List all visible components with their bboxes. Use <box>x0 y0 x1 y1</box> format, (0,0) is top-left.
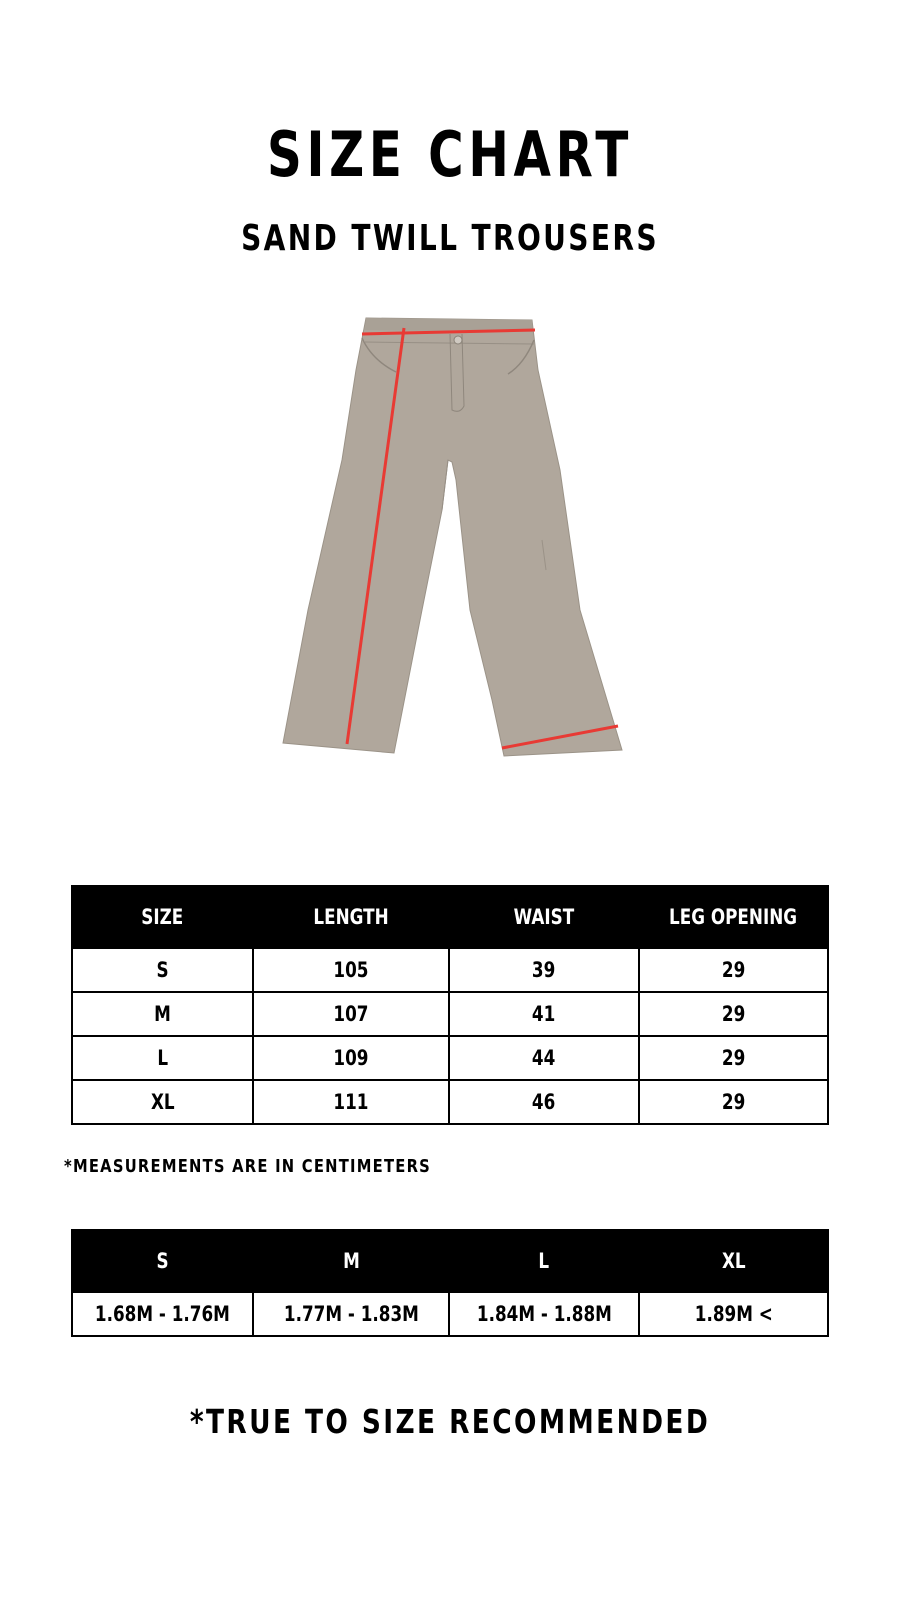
leg-opening-cell: 29 <box>639 992 828 1036</box>
waist-cell: 39 <box>449 948 638 992</box>
leg-opening-cell: 29 <box>639 1080 828 1124</box>
column-header-l: L <box>449 1230 638 1292</box>
waist-cell: 41 <box>449 992 638 1036</box>
column-header-m: M <box>253 1230 449 1292</box>
trousers-body <box>283 318 622 756</box>
page-title: SIZE CHART <box>266 118 634 191</box>
height-recommendation-table <box>71 1229 829 1337</box>
leg-opening-cell: 29 <box>639 1036 828 1080</box>
column-header-size: SIZE <box>72 886 253 948</box>
leg-opening-cell: 29 <box>639 948 828 992</box>
waist-cell: 44 <box>449 1036 638 1080</box>
table-row <box>72 1292 828 1336</box>
table-header-row <box>72 886 828 948</box>
size-cell: S <box>72 948 253 992</box>
column-header-xl: XL <box>639 1230 828 1292</box>
size-cell: XL <box>72 1080 253 1124</box>
column-header-leg-opening: LEG OPENING <box>639 886 828 948</box>
table-row <box>72 948 828 992</box>
length-cell: 107 <box>253 992 449 1036</box>
length-cell: 111 <box>253 1080 449 1124</box>
table-row <box>72 1036 828 1080</box>
length-cell: 109 <box>253 1036 449 1080</box>
trousers-illustration <box>283 318 622 756</box>
table-row <box>72 1080 828 1124</box>
length-cell: 105 <box>253 948 449 992</box>
trousers-image <box>270 310 650 780</box>
height-range-cell: 1.84M - 1.88M <box>449 1292 638 1336</box>
table-row <box>72 992 828 1036</box>
size-cell: M <box>72 992 253 1036</box>
height-range-cell: 1.68M - 1.76M <box>72 1292 253 1336</box>
waist-cell: 46 <box>449 1080 638 1124</box>
height-range-cell: 1.77M - 1.83M <box>253 1292 449 1336</box>
size-measurement-table <box>71 885 829 1125</box>
height-range-cell: 1.89M < <box>639 1292 828 1336</box>
size-cell: L <box>72 1036 253 1080</box>
fit-recommendation: *TRUE TO SIZE RECOMMENDED <box>189 1402 711 1441</box>
measurement-unit-note: *MEASUREMENTS ARE IN CENTIMETERS <box>64 1156 432 1177</box>
column-header-waist: WAIST <box>449 886 638 948</box>
button <box>454 336 462 344</box>
table-header-row <box>72 1230 828 1292</box>
column-header-s: S <box>72 1230 253 1292</box>
product-name: SAND TWILL TROUSERS <box>241 218 659 259</box>
column-header-length: LENGTH <box>253 886 449 948</box>
